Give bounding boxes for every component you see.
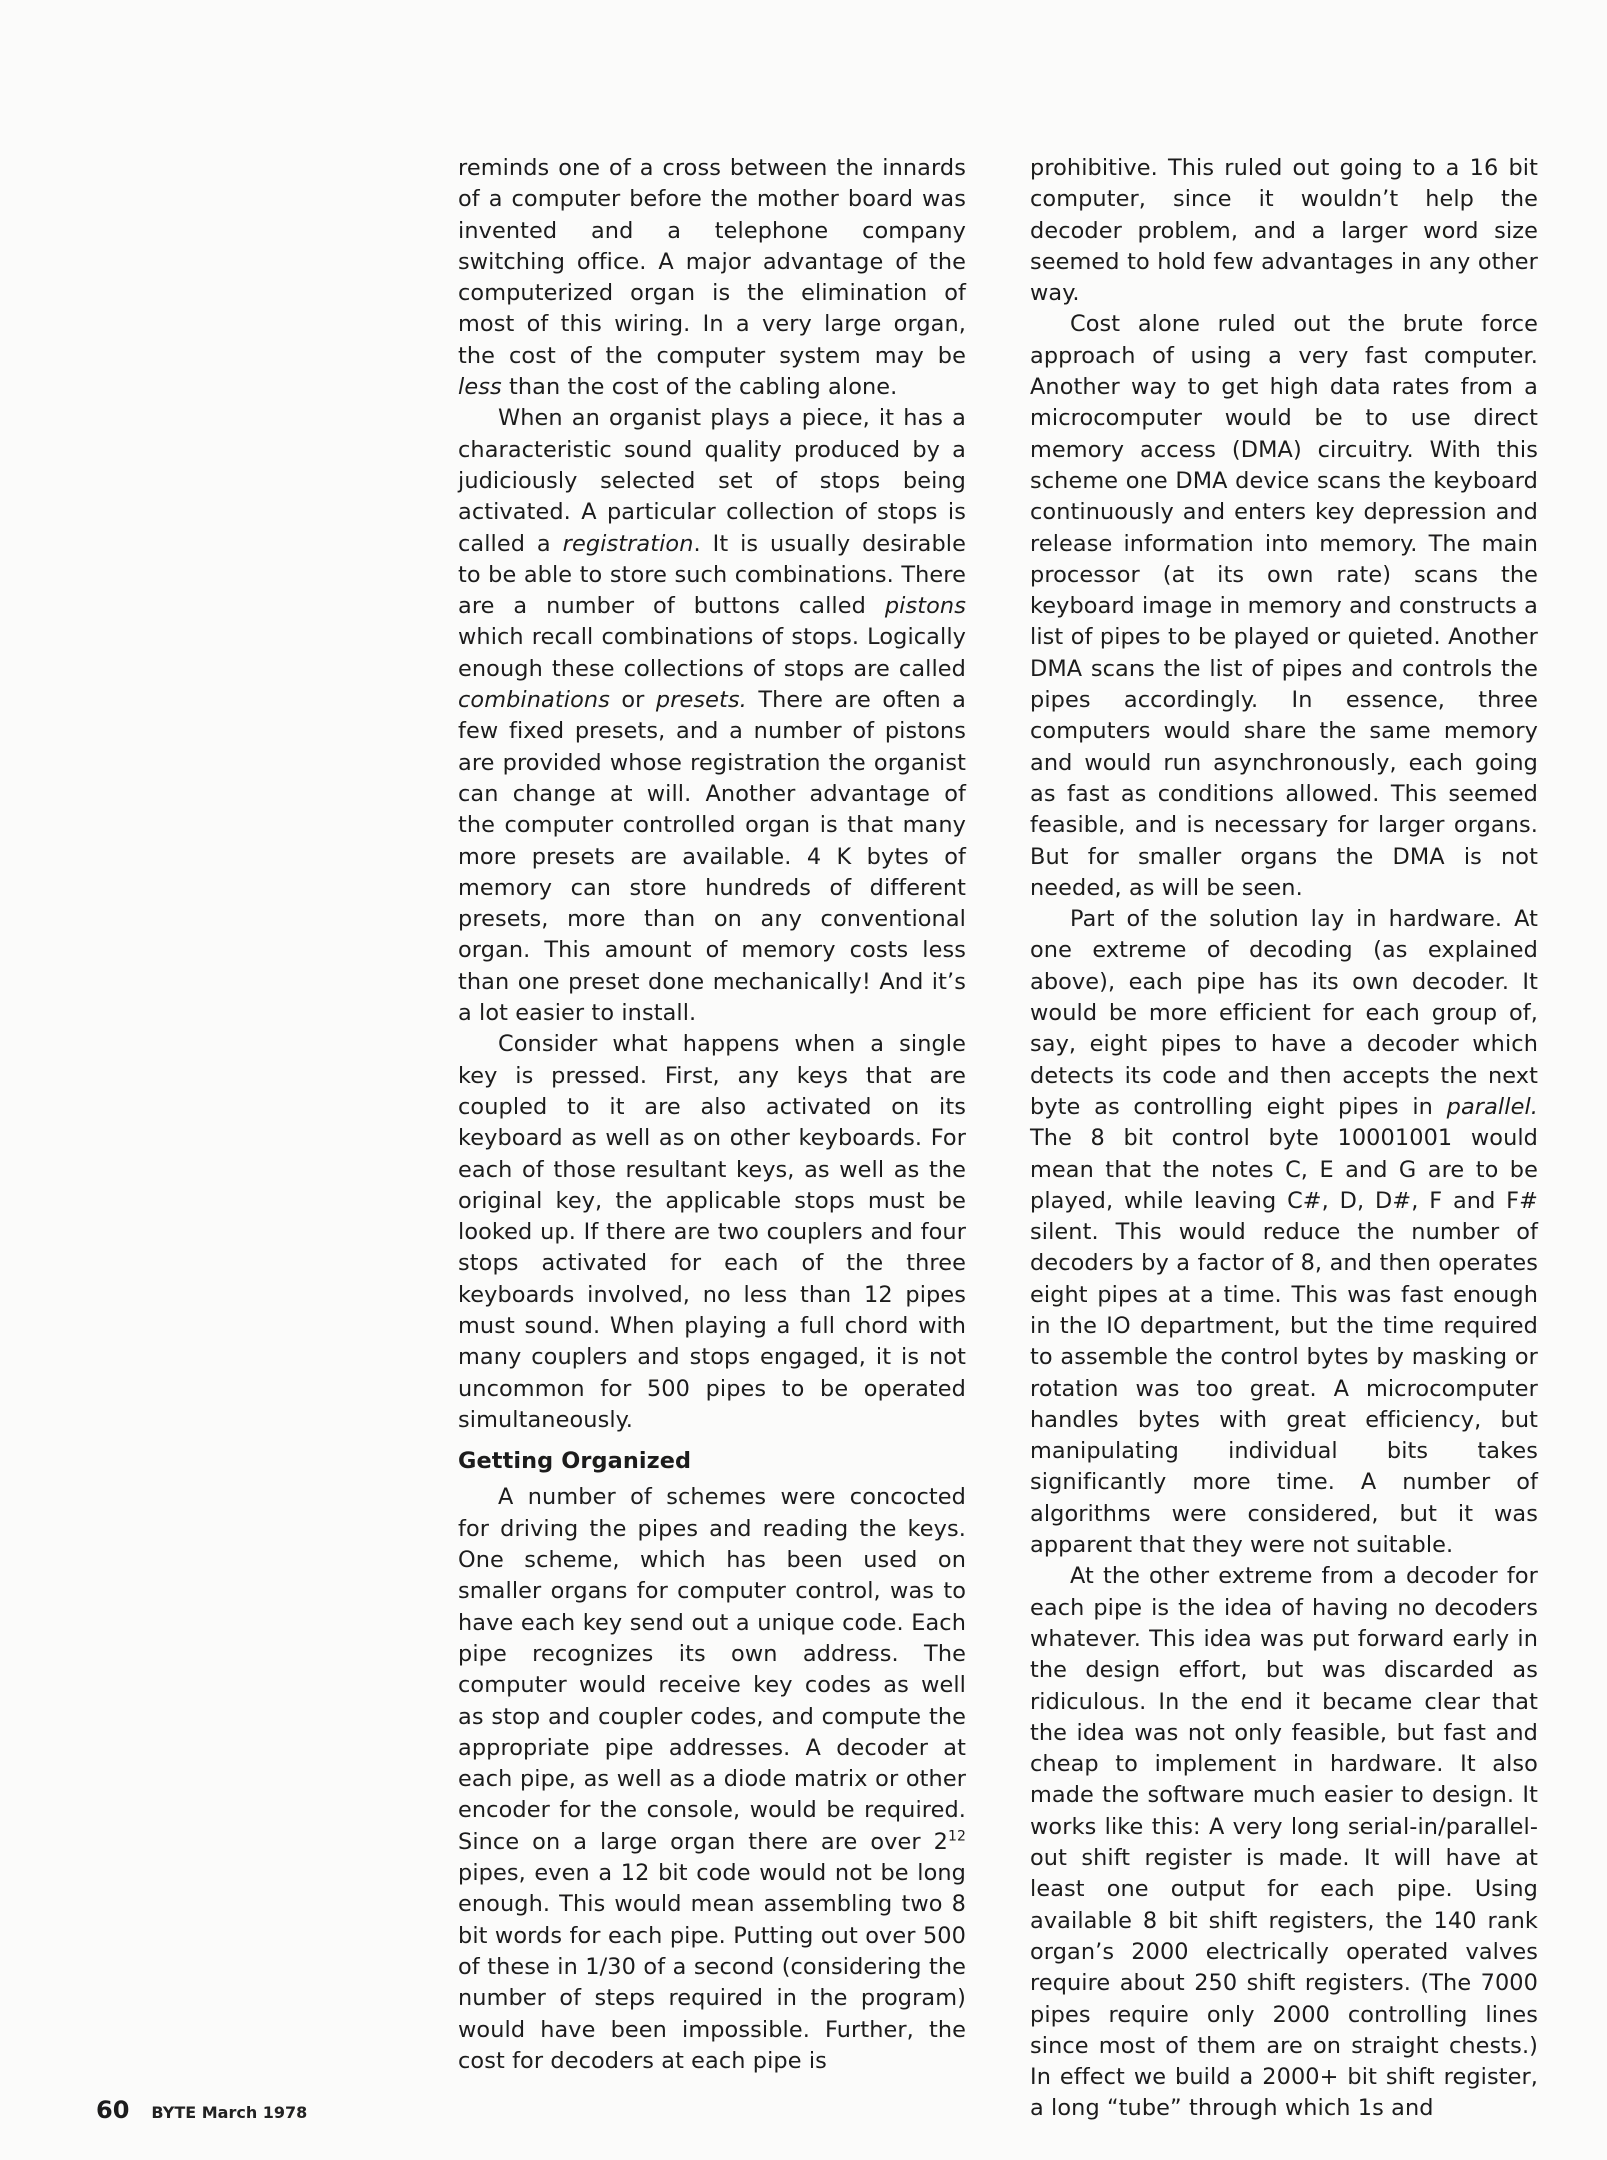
text-run: A number of schemes were concocted for driving the pipes and reading the keys. One scheme, which has been used on smaller organs for computer control, was to have each key send out a unique code. Each pipe recognizes its own address. The computer would receive key codes as well as stop and coupler codes, and compute the appropriate pipe addresses. A decoder at each pipe, as well as a diode matrix or other encoder for the console, would be required. Since on a large organ there are over 2 [458, 1484, 966, 1855]
right-text-column [1030, 153, 1538, 2125]
text-run: than the cost of the cabling alone. [501, 374, 898, 401]
text-run: reminds one of a cross between the innards of a computer before the mother board was invented and a telephone company switching office. A major advantage of the computerized organ is the elimination of most of this wiring. In a very large organ, the cost of the computer system may be [458, 155, 966, 369]
paragraph-key-pressed: Consider what happens when a single key is pressed. First, any keys that are coupled to it are also activated on its keyboard as well as on other keyboards. For each of those resultant keys, as well as the original key, the applicable stops must be looked up. If there are two couplers and four stops activated for each of the three keyboards involved, no less than 12 pipes must sound. When playing a full chord with many couplers and stops engaged, it is not uncommon for 500 pipes to be operated simultaneously. [458, 1031, 966, 1433]
paragraph-continuation [458, 153, 966, 403]
text-run: The 8 bit control byte 10001001 would mean that the notes C, E and G are to be played, while leaving C#, D, D#, F and F# silent. This would reduce the number of decoders by a factor of 8, and then operates eight pipes at a time. This was fast enough in the IO department, but the time required to assemble the control bytes by masking or rotation was too great. A microcomputer handles bytes with great efficiency, but manipulating individual bits takes significantly more time. A number of algorithms were considered, but it was apparent that they were not suitable. [1030, 1125, 1538, 1559]
page-number: 60 [96, 2096, 130, 2124]
paragraph-hardware [1030, 904, 1538, 1561]
italic-text: presets. [655, 687, 747, 714]
italic-text: combinations [458, 687, 610, 714]
italic-text: less [458, 374, 502, 401]
left-text-column [458, 153, 966, 2077]
superscript-exponent: 12 [947, 1828, 966, 1845]
publication-issue: BYTE March 1978 [151, 2103, 308, 2122]
paragraph-registration [458, 403, 966, 1029]
text-run: . It is usually desirable to be able to store such combinations. There are a number of buttons called [458, 530, 966, 620]
section-heading: Getting Organized [458, 1448, 692, 1475]
text-run: When an organist plays a piece, it has a characteristic sound quality produced by a judiciously selected set of stops being activated. A particular collection of stops is called a [458, 405, 966, 557]
text-run: which recall combinations of stops. Logically enough these collections of stops are called [458, 624, 966, 682]
page-footer [96, 2096, 307, 2126]
text-run: or [609, 687, 656, 714]
text-run: pipes, even a 12 bit code would not be long enough. This would mean assembling two 8 bit words for each pipe. Putting out over 500 of these in 1/30 of a second (considering the number of steps required in the program) would have been impossible. Further, the cost for decoders at each pipe is [458, 1860, 966, 2074]
paragraph-shift-register: At the other extreme from a decoder for each pipe is the idea of having no decoders whatever. This idea was put forward early in the design effort, but was discarded as ridiculous. In the end it became clear that the idea was not only feasible, but fast and cheap to implement in hardware. It also made the software much easier to design. It works like this: A very long serial-in/parallel-out shift register is made. It will have at least one output for each pipe. Using available 8 bit shift registers, the 140 rank organ’s 2000 electrically operated valves require about 250 shift registers. (The 7000 pipes require only 2000 controlling lines since most of them are on straight chests.) In effect we build a 2000+ bit shift register, a long “tube” through which 1s and [1030, 1563, 1538, 2122]
italic-text: pistons [884, 593, 966, 620]
paragraph-dma: Cost alone ruled out the brute force approach of using a very fast computer. Another way to get high data rates from a microcomputer would be to use direct memory access (DMA) circuitry. With this scheme one DMA device scans the keyboard continuously and enters key depression and release information into memory. The main processor (at its own rate) scans the keyboard image in memory and constructs a list of pipes to be played or quieted. Another DMA scans the list of pipes and controls the pipes accordingly. In essence, three computers would share the same memory and would run asynchronously, each going as fast as conditions allowed. This seemed feasible, and is necessary for larger organs. But for smaller organs the DMA is not needed, as will be seen. [1030, 311, 1538, 901]
text-run: There are often a few fixed presets, and a number of pistons are provided whose registration the organist can change at will. Another advantage of the computer controlled organ is that many more presets are available. 4 K bytes of memory can store hundreds of different presets, more than on any conventional organ. This amount of memory costs less than one preset done mechanically! And it’s a lot easier to install. [458, 687, 966, 1027]
paragraph-schemes [458, 1482, 966, 2077]
text-run: Part of the solution lay in hardware. At one extreme of decoding (as explained above), each pipe has its own decoder. It would be more efficient for each group of, say, eight pipes to have a decoder which detects its code and then accepts the next byte as controlling eight pipes in [1030, 906, 1538, 1120]
italic-text: parallel. [1446, 1093, 1538, 1120]
italic-text: registration [562, 530, 694, 557]
paragraph-prohibitive: prohibitive. This ruled out going to a 16 bit computer, since it wouldn’t help the decoder problem, and a larger word size seemed to hold few advantages in any other way. [1030, 155, 1538, 307]
